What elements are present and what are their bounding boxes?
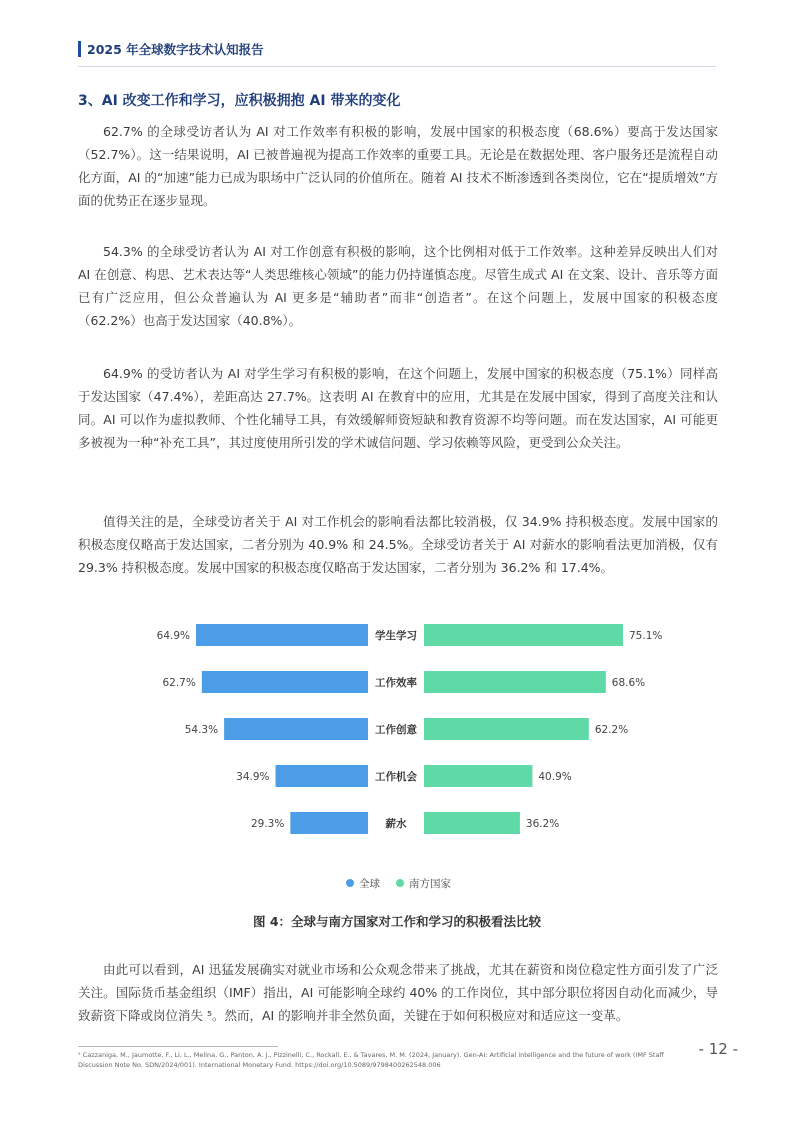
page-number: - 12 - xyxy=(698,1040,738,1058)
paragraph-conclusion: 由此可以看到，AI 迅猛发展确实对就业市场和公众观念带来了挑战，尤其在薪资和岗位稳定性方面引发了广泛关注。国际货币基金组织（IMF）指出，AI 可能影响全球约 40% 的工作岗位，其中部分职位将因自动化而减少，导致薪资下降或岗位消失 ⁵。然而，AI 的影响并非全然负面，关键在于如何积极应对和适应这一变革。 xyxy=(78,962,718,1023)
bar-south-0 xyxy=(424,624,623,646)
label-south-2: 62.2% xyxy=(594,724,629,736)
bar-global-4 xyxy=(290,812,368,834)
category-label-2: 工作创意 xyxy=(375,724,417,736)
category-label-4: 薪水 xyxy=(385,818,407,830)
label-global-3: 34.9% xyxy=(236,771,270,783)
label-global-2: 54.3% xyxy=(184,724,219,736)
paragraph-work-efficiency: 62.7% 的全球受访者认为 AI 对工作效率有积极的影响，发展中国家的积极态度（68.6%）要高于发达国家（52.7%）。这一结果说明，AI 已被普遍视为提高工作效率的重要工具。无论是在数据处理、客户服务还是流程自动化方面，AI 的“加速”能力已成为职场中广泛认同的价值所在。随着 AI 技术不断渗透到各类岗位，它在“提质增效”方面的优势正在逐步显现。 xyxy=(78,124,718,208)
label-global-4: 29.3% xyxy=(250,818,285,830)
section-title: 3、AI 改变工作和学习，应积极拥抱 AI 带来的变化 xyxy=(78,93,401,109)
bar-global-3 xyxy=(276,765,368,787)
label-south-4: 36.2% xyxy=(525,818,560,830)
paragraph-jobs-salary: 值得关注的是，全球受访者关于 AI 对工作机会的影响看法都比较消极，仅 34.9% 持积极态度。发展中国家的积极态度仅略高于发达国家，二者分别为 40.9% 和 24.5%。全球受访者关于 AI 对薪水的影响看法更加消极，仅有 29.3% 持积极态度。发展中国家的积极态度仅略高于发达国家，二者分别为 36.2% 和 17.4%。 xyxy=(78,514,718,575)
figure-caption: 图 4：全球与南方国家对工作和学习的积极看法比较 xyxy=(252,914,542,929)
bar-south-4 xyxy=(424,812,520,834)
legend-marker-global xyxy=(346,879,354,887)
label-global-0: 64.9% xyxy=(156,630,191,642)
category-label-1: 工作效率 xyxy=(375,677,417,689)
legend-label-south: 南方国家 xyxy=(409,878,451,890)
legend-marker-south xyxy=(396,879,404,887)
bar-south-3 xyxy=(424,765,532,787)
footnote-divider xyxy=(78,1046,278,1047)
paragraph-work-creativity: 54.3% 的全球受访者认为 AI 对工作创意有积极的影响，这个比例相对低于工作效率。这种差异反映出人们对 AI 在创意、构思、艺术表达等“人类思维核心领域”的能力仍持谨慎态度。尽管生成式 AI 在文案、设计、音乐等方面已有广泛应用，但公众普遍认为 AI 更多是“辅助者”而非“创造者”。在这个问题上，发展中国家的积极态度（62.2%）也高于发达国家（40.8%）。 xyxy=(78,244,718,328)
category-label-0: 学生学习 xyxy=(375,630,417,642)
bar-south-1 xyxy=(424,671,606,693)
bar-global-0 xyxy=(196,624,368,646)
label-south-3: 40.9% xyxy=(538,771,572,783)
header-divider xyxy=(78,66,716,67)
report-header xyxy=(78,40,264,58)
label-global-1: 62.7% xyxy=(162,677,196,689)
header-accent-bar xyxy=(78,41,81,57)
label-south-0: 75.1% xyxy=(629,630,663,642)
bar-global-2 xyxy=(224,718,368,740)
footnote: ⁵ Cazzaniga, M., Jaumotte, F., Li, L., Melina, G., Panton, A. J., Pizzinelli, C., Rockall, E., & Tavares, M. M. (2024, January). Gen-AI: Artificial intelligence and the future of work (IMF Staff Discussion Note No. SDN/2024/001). International Monetary Fund. https://doi.org/10.5089/9798400262548.006 xyxy=(78,1051,664,1069)
bar-global-1 xyxy=(202,671,368,693)
paragraph-student-learning: 64.9% 的受访者认为 AI 对学生学习有积极的影响，在这个问题上，发展中国家的积极态度（75.1%）同样高于发达国家（47.4%），差距高达 27.7%。这表明 AI 在教育中的应用，尤其是在发展中国家，得到了高度关注和认同。AI 可以作为虚拟教师、个性化辅导工具，有效缓解师资短缺和教育资源不均等问题。而在发达国家，AI 可能更多被视为一种“补充工具”，其过度使用所引发的学术诚信问题、学习依赖等风险，更受到公众关注。 xyxy=(78,366,718,450)
legend-label-global: 全球 xyxy=(359,878,380,890)
label-south-1: 68.6% xyxy=(611,677,646,689)
chart-svg xyxy=(0,600,794,900)
comparison-chart xyxy=(0,600,794,900)
bar-south-2 xyxy=(424,718,589,740)
report-title: 2025 年全球数字技术认知报告 xyxy=(87,42,264,57)
category-label-3: 工作机会 xyxy=(375,771,417,783)
